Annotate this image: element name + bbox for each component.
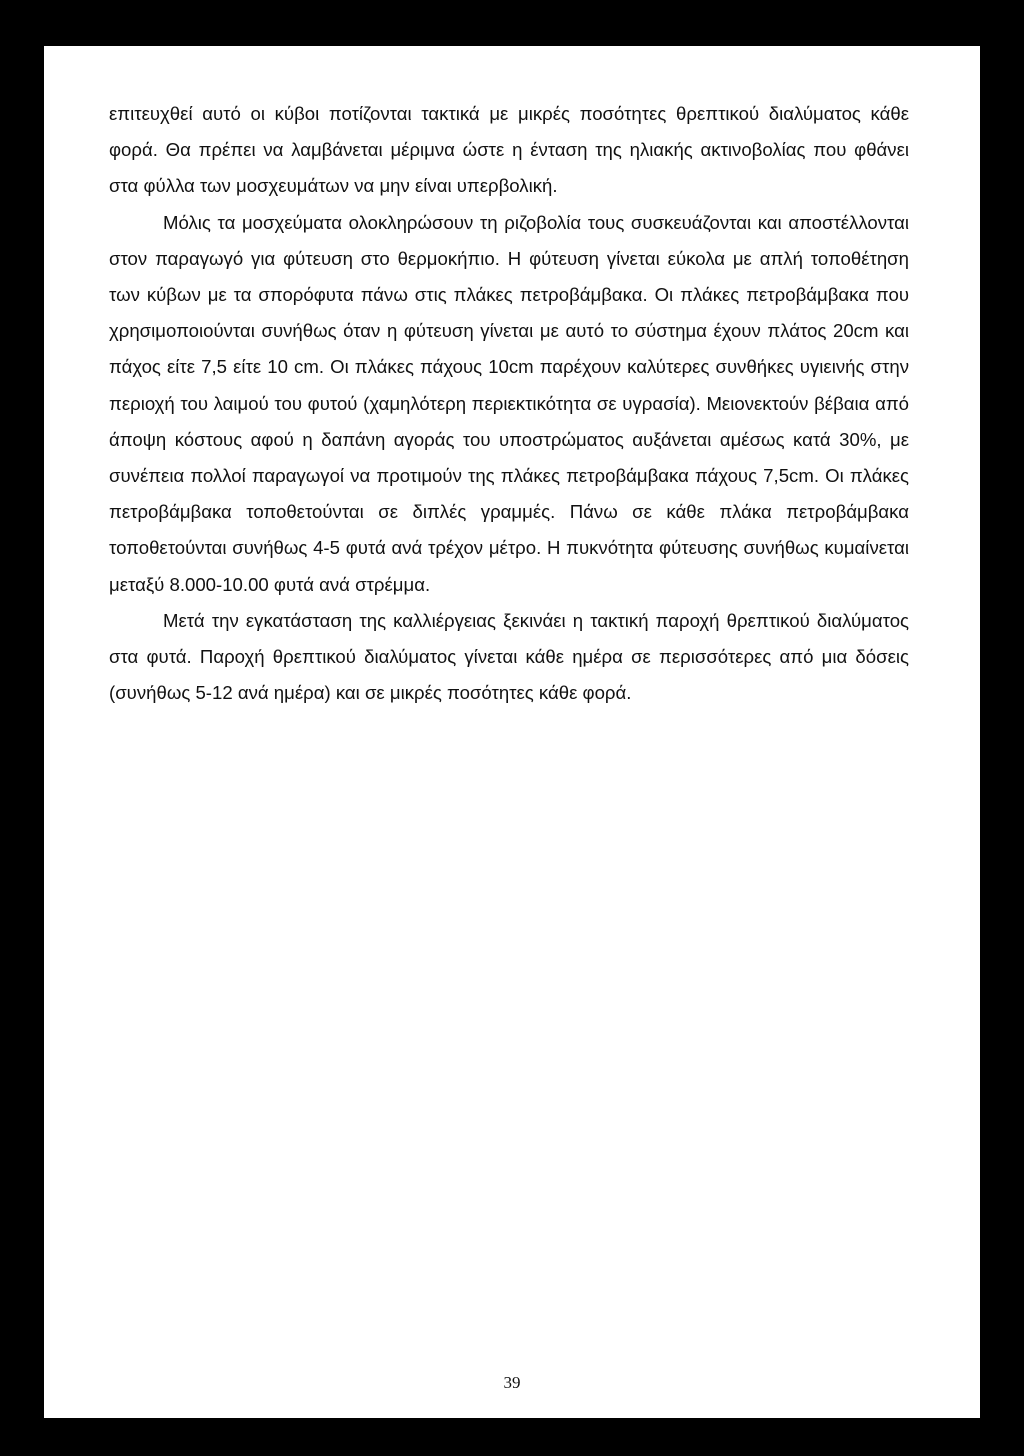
document-page — [44, 46, 980, 1418]
paragraph-continuation: επιτευχθεί αυτό οι κύβοι ποτίζονται τακτικά με μικρές ποσότητες θρεπτικού διαλύματος κάθε φορά. Θα πρέπει να λαμβάνεται μέριμνα ώστε η ένταση της ηλιακής ακτινοβολίας που φθάνει στα φύλλα των μοσχευμάτων να μην είναι υπερβολική. — [109, 103, 909, 197]
body-text — [109, 96, 909, 711]
paragraph-planting: Μόλις τα μοσχεύματα ολοκληρώσουν τη ριζοβολία τους συσκευάζονται και αποστέλλονται στον παραγωγό για φύτευση στο θερμοκήπιο. Η φύτευση γίνεται εύκολα με απλή τοποθέτηση των κύβων με τα σπορόφυτα πάνω στις πλάκες πετροβάμβακα. Οι πλάκες πετροβάμβακα που χρησιμοποιούνται συνήθως όταν η φύτευση γίνεται με αυτό το σύστημα έχουν πλάτος 20cm και πάχος είτε 7,5 είτε 10 cm. Οι πλάκες πάχους 10cm παρέχουν καλύτερες συνθήκες υγιεινής στην περιοχή του λαιμού του φυτού (χαμηλότερη περιεκτικότητα σε υγρασία). Μειονεκτούν βέβαια από άποψη κόστους αφού η δαπάνη αγοράς του υποστρώματος αυξάνεται αμέσως κατά 30%, με συνέπεια πολλοί παραγωγοί να προτιμούν της πλάκες πετροβάμβακα πάχους 7,5cm. Οι πλάκες πετροβάμβακα τοποθετούνται σε διπλές γραμμές. Πάνω σε κάθε πλάκα πετροβάμβακα τοποθετούνται συνήθως 4-5 φυτά ανά τρέχον μέτρο. Η πυκνότητα φύτευσης συνήθως κυμαίνεται μεταξύ 8.000-10.00 φυτά ανά στρέμμα. — [109, 211, 909, 595]
paragraph-nutrient-supply: Μετά την εγκατάσταση της καλλιέργειας ξεκινάει η τακτική παροχή θρεπτικού διαλύματος στα φυτά. Παροχή θρεπτικού διαλύματος γίνεται κάθε ημέρα σε περισσότερες από μια δόσεις (συνήθως 5-12 ανά ημέρα) και σε μικρές ποσότητες κάθε φορά. — [109, 609, 909, 704]
page-number: 39 — [503, 1373, 521, 1392]
